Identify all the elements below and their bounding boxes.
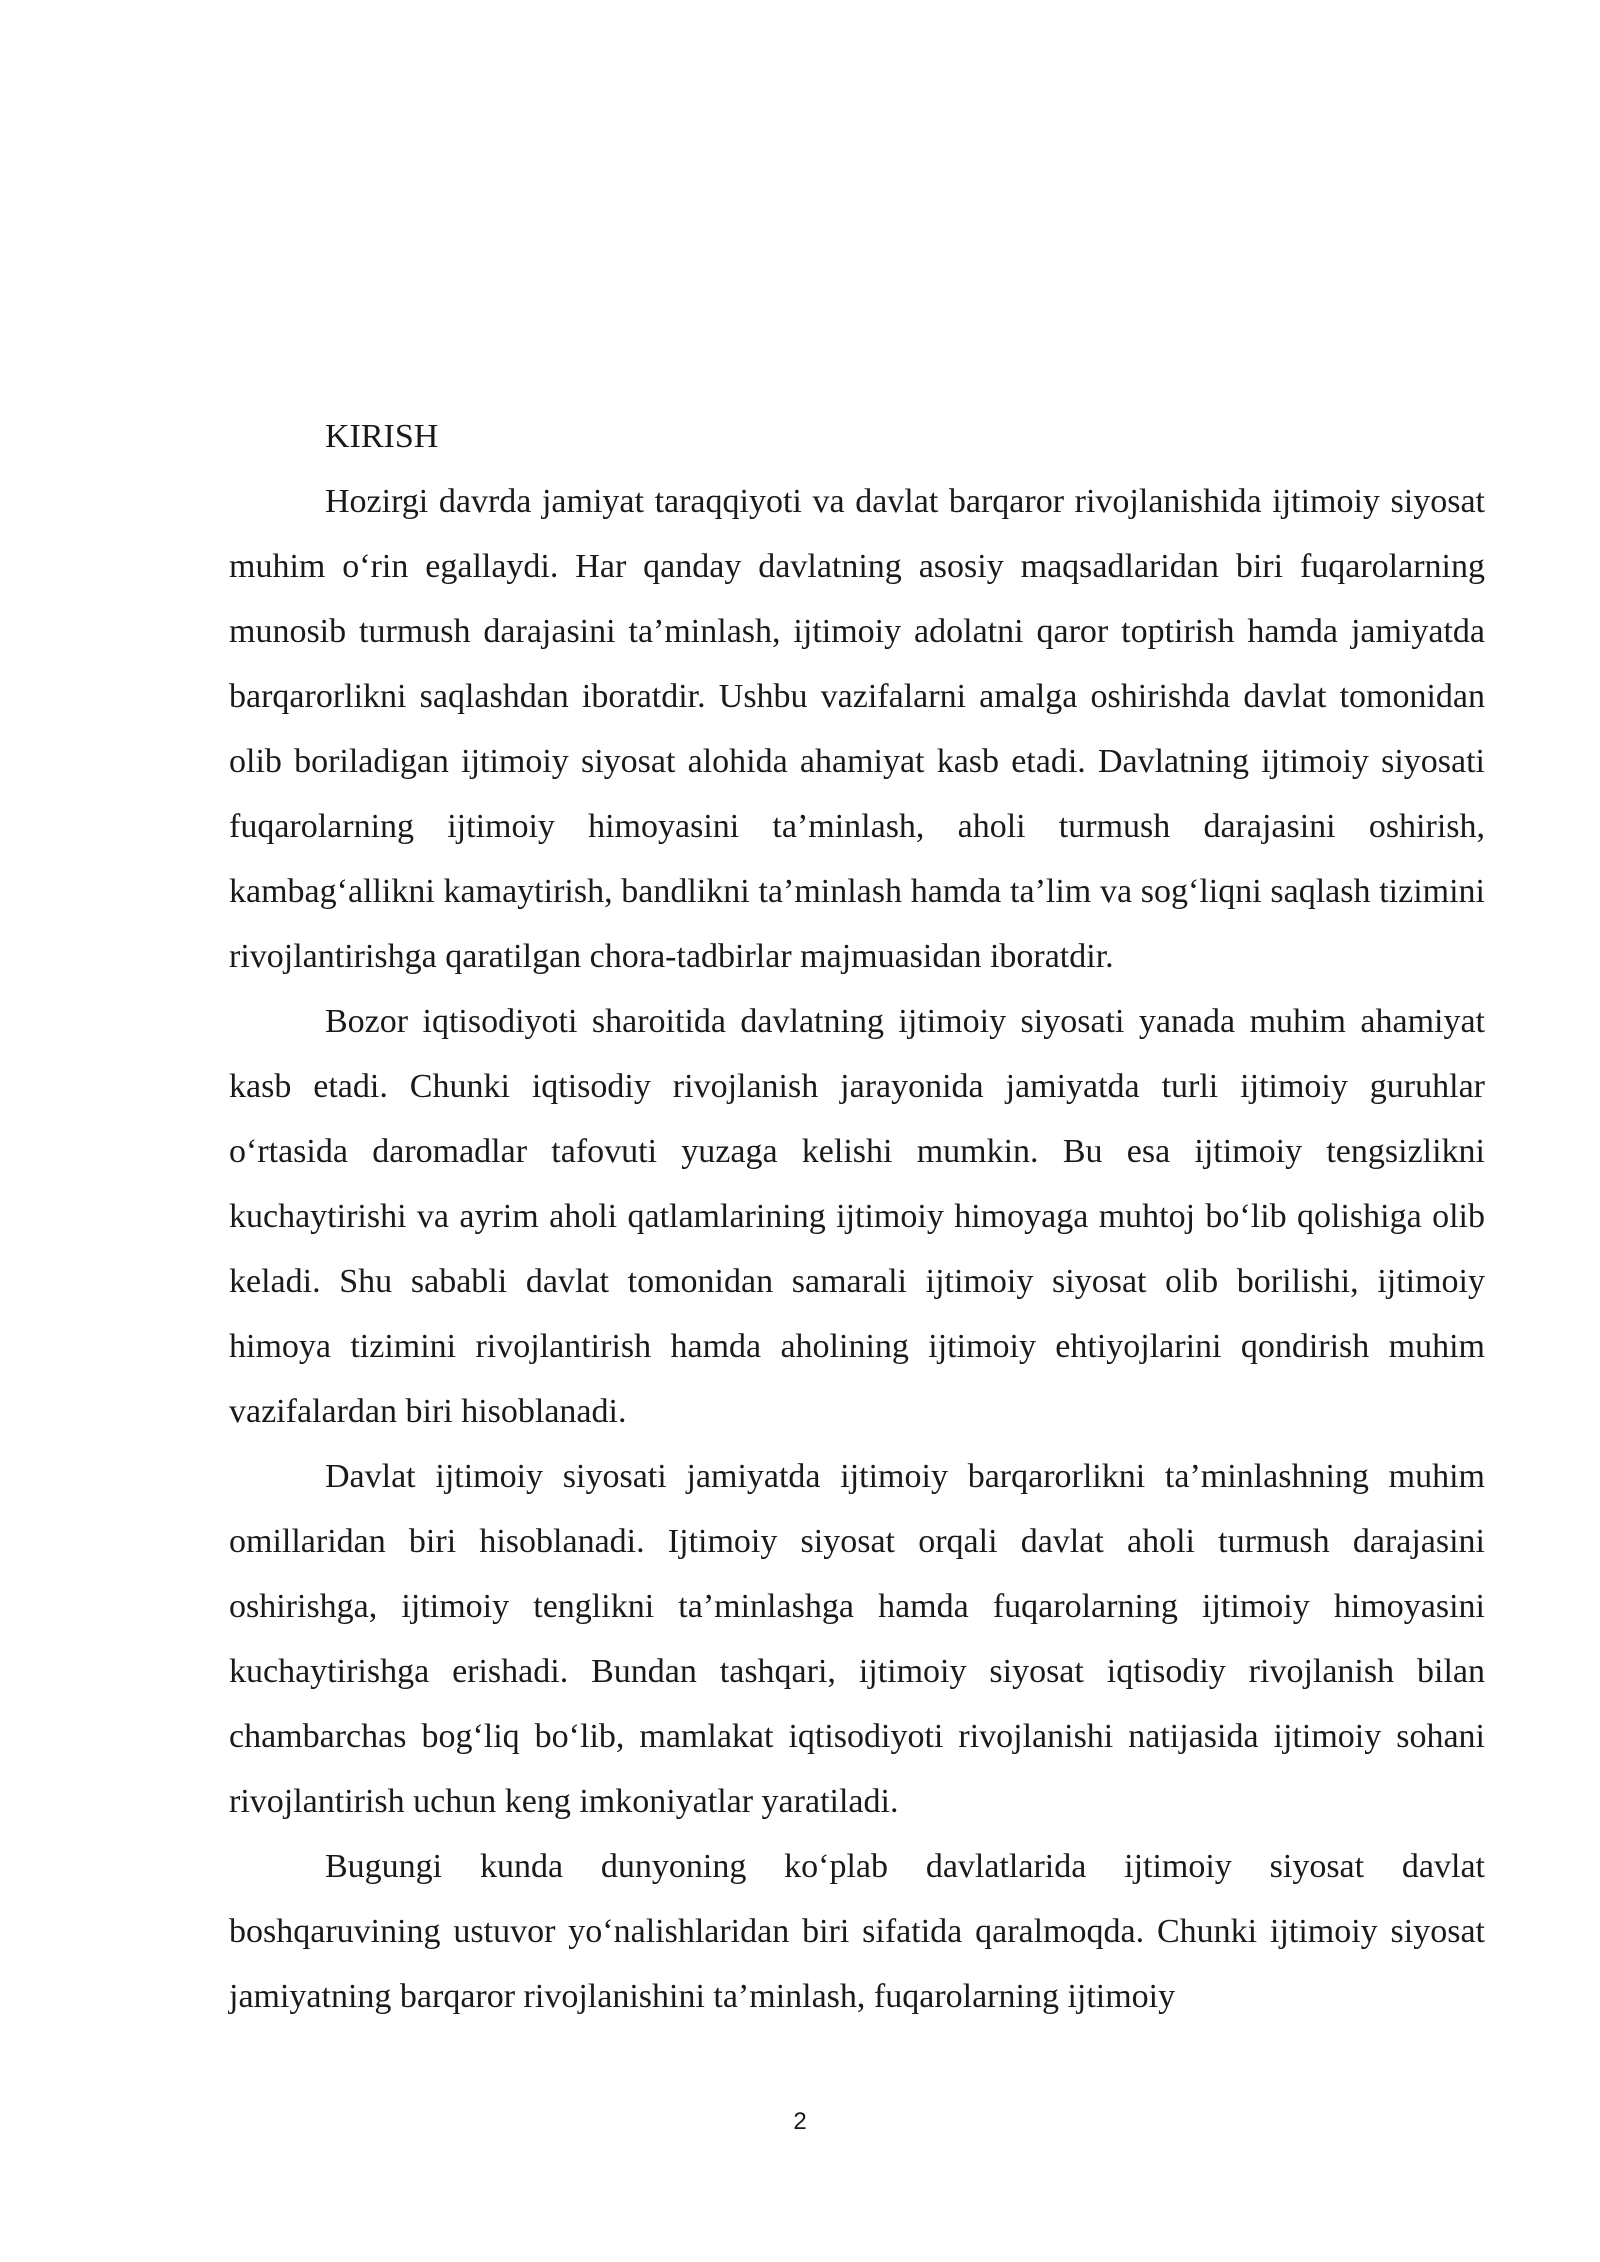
- section-heading: KIRISH: [325, 418, 439, 455]
- paragraph-3: Davlat ijtimoiy siyosati jamiyatda ijtimoiy barqarorlikni ta’minlashning muhim omillaridan biri hisoblanadi. Ijtimoiy siyosat orqali davlat aholi turmush darajasini oshirishga, ijtimoiy tenglikni ta’minlashga hamda fuqarolarning ijtimoiy himoyasini kuchaytirishga erishadi. Bundan tashqari, ijtimoiy siyosat iqtisodiy rivojlanish bilan chambarchas bog‘liq bo‘lib, mamlakat iqtisodiyoti rivojlanishi natijasida ijtimoiy sohani rivojlantirish uchun keng imkoniyatlar yaratiladi.: [229, 1458, 1485, 1820]
- paragraph-1: Hozirgi davrda jamiyat taraqqiyoti va davlat barqaror rivojlanishida ijtimoiy siyosat muhim o‘rin egallaydi. Har qanday davlatning asosiy maqsadlaridan biri fuqarolarning munosib turmush darajasini ta’minlash, ijtimoiy adolatni qaror toptirish hamda jamiyatda barqarorlikni saqlashdan iboratdir. Ushbu vazifalarni amalga oshirishda davlat tomonidan olib boriladigan ijtimoiy siyosat alohida ahamiyat kasb etadi. Davlatning ijtimoiy siyosati fuqarolarning ijtimoiy himoyasini ta’minlash, aholi turmush darajasini oshirish, kambag‘allikni kamaytirish, bandlikni ta’minlash hamda ta’lim va sog‘liqni saqlash tizimini rivojlantirishga qaratilgan chora-tadbirlar majmuasidan iboratdir.: [229, 483, 1485, 975]
- paragraph-2: Bozor iqtisodiyoti sharoitida davlatning ijtimoiy siyosati yanada muhim ahamiyat kasb etadi. Chunki iqtisodiy rivojlanish jarayonida jamiyatda turli ijtimoiy guruhlar o‘rtasida daromadlar tafovuti yuzaga kelishi mumkin. Bu esa ijtimoiy tengsizlikni kuchaytirishi va ayrim aholi qatlamlarining ijtimoiy himoyaga muhtoj bo‘lib qolishiga olib keladi. Shu sababli davlat tomonidan samarali ijtimoiy siyosat olib borilishi, ijtimoiy himoya tizimini rivojlantirish hamda aholining ijtimoiy ehtiyojlarini qondirish muhim vazifalardan biri hisoblanadi.: [229, 1003, 1485, 1430]
- paragraph-4: Bugungi kunda dunyoning ko‘plab davlatlarida ijtimoiy siyosat davlat boshqaruvining ustuvor yo‘nalishlaridan biri sifatida qaralmoqda. Chunki ijtimoiy siyosat jamiyatning barqaror rivojlanishini ta’minlash, fuqarolarning ijtimoiy: [229, 1848, 1485, 2015]
- page-number: 2: [793, 2108, 807, 2135]
- document-body: [229, 404, 1485, 2029]
